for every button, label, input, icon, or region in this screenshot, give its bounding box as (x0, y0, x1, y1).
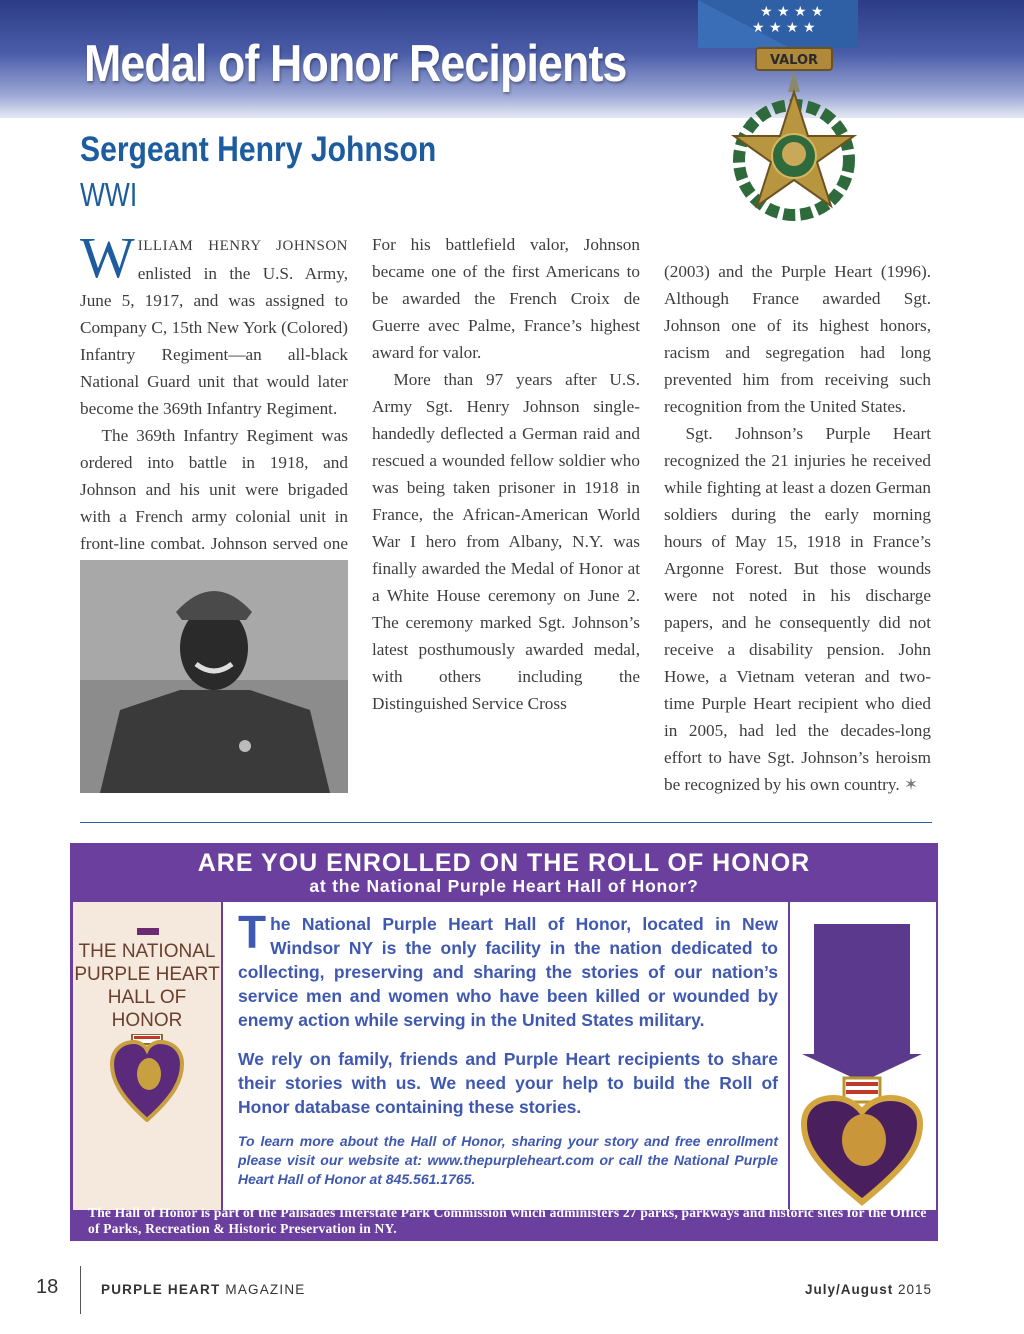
hall-name-line-2: PURPLE HEART (74, 964, 220, 985)
ad-text-panel (223, 902, 788, 1210)
article-paragraph-4: More than 97 years after U.S. Army Sgt. Henry Johnson single-handedly deflected a German raid and rescued a wounded fellow soldier who was being taken prisoner in 1918 in France, the African-American World War I hero from Albany, N.Y. was finally awarded the Medal of Honor at a White House ceremony on June 2. The ceremony marked Sgt. Johnson’s latest posthumously awarded medal, with others including the Distinguished Service Cross (372, 370, 640, 713)
hall-name (73, 940, 221, 1032)
ad-subtitle: at the National Purple Heart Hall of Honor? (309, 876, 699, 896)
article-paragraph-2: The 369th Infantry Regiment was ordered into battle in 1918, and Johnson and his unit were brigaded with a French army colonial unit in front-line combat. Johnson served one (80, 426, 348, 553)
ad-paragraph-2: We rely on family, friends and Purple Heart recipients to share their stories with us. We need your help to build the Roll of Honor database containing these stories. (238, 1049, 778, 1117)
ad-footer: The Hall of Honor is part of the Palisades Interstate Park Commission which administers 27 parks, parkways and historic sites for the Office of Parks, Recreation & Historic Preservation in NY. (88, 1205, 927, 1236)
article-p1-text: enlisted in the U.S. Army, June 5, 1917, and was assigned to Company C, 15th New York (Colored) Infantry Regiment—an all-black National Guard unit that would later become the 369th Infantry Regiment. (80, 264, 348, 418)
svg-text:★ ★ ★ ★: ★ ★ ★ ★ (760, 4, 824, 20)
page-number: 18 (36, 1276, 59, 1298)
article-dropcap: W (80, 225, 135, 290)
logo-bar (137, 928, 159, 935)
valor-label: VALOR (769, 53, 819, 68)
end-mark-icon: ✶ (903, 775, 919, 794)
magazine-name (101, 1282, 305, 1297)
page-title: Medal of Honor Recipients (84, 35, 627, 93)
medal-of-honor-image (690, 0, 935, 225)
purple-heart-medal-icon (790, 902, 936, 1210)
svg-text:★ ★ ★ ★: ★ ★ ★ ★ (752, 20, 816, 36)
article-paragraph-4-continued: (2003) and the Purple Heart (1996). Although France awarded Sgt. Johnson one of its highest honors, racism and segregation had long prevented him from receiving such recognition from the United States. (664, 262, 931, 416)
article-column-2 (372, 231, 640, 717)
ad-paragraph-1 (238, 906, 778, 1032)
article-paragraph-5 (664, 420, 931, 798)
issue-date (805, 1282, 932, 1297)
magazine-name-bold: PURPLE HEART (101, 1282, 221, 1297)
footer-divider (80, 1266, 81, 1314)
article-column-3 (664, 258, 931, 798)
article-war-label: WWI (80, 176, 138, 213)
hall-name-line-4: HONOR (111, 1010, 183, 1031)
ad-p1-text: he National Purple Heart Hall of Honor, located in New Windsor NY is the only facility in the nation dedicated to collecting, preserving and sharing the stories of our nation’s service men and women who have been killed or wounded by enemy action while serving in the United States military. (238, 914, 778, 1030)
issue-month: July/August (804, 1282, 894, 1297)
issue-year: 2015 (893, 1282, 932, 1297)
purple-heart-logo-icon (110, 1034, 184, 1122)
magazine-name-rest: MAGAZINE (220, 1282, 306, 1297)
section-divider (80, 822, 932, 823)
article-p5-text: Sgt. Johnson’s Purple Heart recognized the 21 injuries he received while fighting at least a dozen German soldiers during the early morning hours of May 15, 1918 in France’s Argonne Forest. But those wounds were not noted in his discharge papers, and he consequently did not receive a disability pension. John Howe, a Vietnam veteran and two-time Purple Heart recipient who died in 2005, had led the decades-long effort to have Sgt. Johnson’s heroism be recognized by his own country. (664, 424, 931, 794)
ad-title: ARE YOU ENROLLED ON THE ROLL OF HONOR (197, 849, 811, 877)
roll-of-honor-ad (70, 843, 938, 1241)
purple-heart-medal-image (790, 902, 936, 1210)
article-paragraph-3: For his battlefield valor, Johnson became one of the first Americans to be awarded the French Croix de Guerre avec Palme, France’s highest award for valor. (372, 235, 640, 362)
hall-of-honor-logo (73, 902, 221, 1210)
hall-name-line-1: THE NATIONAL (78, 941, 216, 962)
article-paragraph-1 (80, 225, 348, 422)
article-lead-caps: ILLIAM HENRY JOHNSON (137, 238, 348, 254)
article-title: Sergeant Henry Johnson (80, 130, 437, 169)
hall-name-line-3: HALL OF (107, 987, 187, 1008)
ad-dropcap: T (238, 906, 267, 958)
ad-paragraph-3: To learn more about the Hall of Honor, sharing your story and free enrollment please visit our website at: www.thepurpleheart.com or call the National Purple Heart Hall of Honor at 845.561.1765. (238, 1133, 778, 1187)
henry-johnson-photo (80, 560, 348, 793)
